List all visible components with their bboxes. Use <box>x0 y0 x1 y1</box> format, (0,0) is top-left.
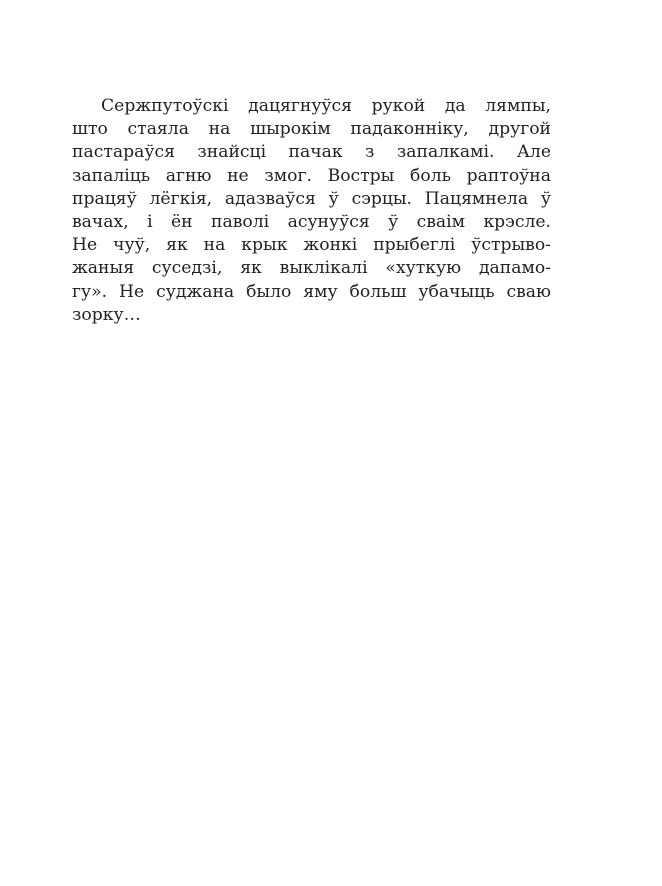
text-line: працяў лёгкія, адазваўся ў сэрцы. Пацямнела ў <box>72 188 551 209</box>
text-line: Не чуў, як на крык жонкі прыбеглі ўстрыво- <box>72 235 551 256</box>
body-paragraph <box>72 95 551 327</box>
text-line: што стаяла на шырокім падаконніку, другой <box>72 119 551 140</box>
text-line: пастараўся знайсці пачак з запалкамі. Але <box>72 142 551 163</box>
text-line: вачах, і ён паволі асунуўся ў сваім крэсле. <box>72 211 551 232</box>
text-line: жаныя суседзі, як выклікалі «хуткую дапамо- <box>72 258 551 279</box>
text-line: Сержпутоўскі дацягнуўся рукой да лямпы, <box>101 96 551 116</box>
text-line: запаліць агню не змог. Востры боль раптоўна <box>72 165 551 186</box>
text-line: гу». Не суджана было яму больш убачыць сваю <box>72 281 551 302</box>
text-line: зорку… <box>72 304 141 325</box>
